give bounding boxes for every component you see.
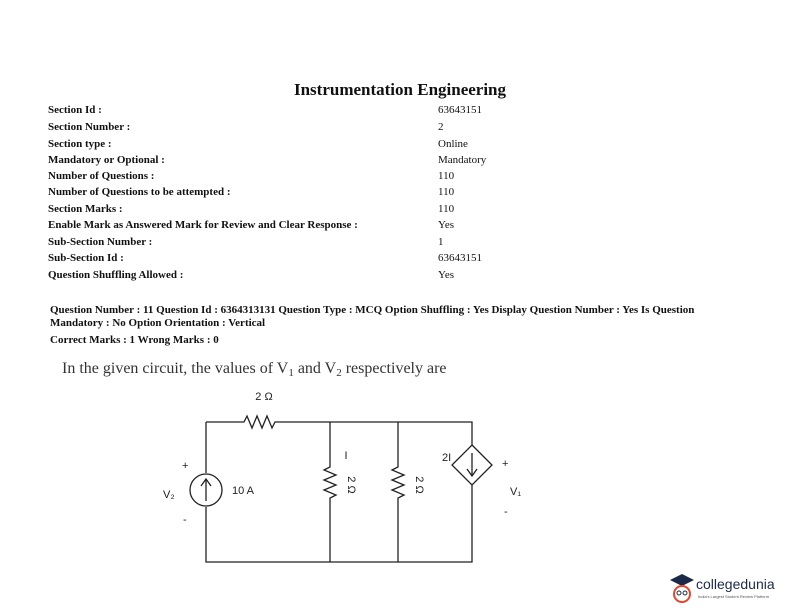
v2-minus: - <box>183 514 187 526</box>
page-title: Instrumentation Engineering <box>293 80 507 99</box>
section-detail-row <box>48 154 748 170</box>
section-detail-label: Number of Questions : <box>48 170 155 182</box>
section-detail-value: 110 <box>438 170 455 182</box>
logo-tagline: India's Largest Student Review Platform <box>698 594 770 599</box>
v1-plus: + <box>502 458 509 470</box>
section-detail-value: Yes <box>438 269 455 281</box>
v1-label: V₁ <box>510 486 522 498</box>
section-detail-label: Section Id : <box>48 104 102 116</box>
current-source-label: 10 A <box>232 485 255 497</box>
section-detail-value: 2 <box>438 121 444 133</box>
section-detail-label: Number of Questions to be attempted : <box>48 186 231 198</box>
section-detail-row <box>48 252 748 268</box>
section-detail-value: Online <box>438 138 468 150</box>
brand-logo <box>668 572 788 606</box>
v2-label: V₂ <box>163 489 175 501</box>
section-detail-row <box>48 138 748 154</box>
dependent-source-label: 2I <box>442 452 452 464</box>
graduate-icon <box>668 572 696 606</box>
section-detail-value: 63643151 <box>438 104 482 116</box>
section-detail-label: Mandatory or Optional : <box>48 154 165 166</box>
section-detail-row <box>48 236 748 252</box>
subscript: 2 <box>336 367 342 379</box>
section-detail-row <box>48 203 748 219</box>
shunt-resistor-2-label: 2 Ω <box>413 476 425 494</box>
question-text-part: respectively are <box>341 360 447 377</box>
question-marks: Correct Marks : 1 Wrong Marks : 0 <box>50 334 219 346</box>
v2-plus: + <box>182 460 189 472</box>
section-detail-value: 110 <box>438 186 455 198</box>
section-detail-row <box>48 186 748 202</box>
section-detail-label: Sub-Section Number : <box>48 236 153 248</box>
question-info: Question Number : 11 Question Id : 6364313131 Question Type : MCQ Option Shuffling : Yes Display Question Number : Yes Is Question Mandatory : No Option Orientation : Vertical <box>50 304 695 329</box>
series-resistor-label: 2 Ω <box>255 391 273 403</box>
v1-minus: - <box>504 506 508 518</box>
section-detail-row <box>48 219 748 235</box>
question-text-part: and V <box>293 360 337 377</box>
section-detail-row <box>48 121 748 137</box>
section-detail-row <box>48 104 748 120</box>
current-label: I <box>344 450 348 462</box>
circuit-diagram <box>160 385 540 570</box>
section-detail-row <box>48 170 748 186</box>
section-detail-label: Section type : <box>48 138 112 150</box>
section-detail-label: Enable Mark as Answered Mark for Review and Clear Response : <box>48 219 358 231</box>
section-detail-label: Section Marks : <box>48 203 123 215</box>
section-detail-label: Sub-Section Id : <box>48 252 124 264</box>
section-detail-value: 110 <box>438 203 455 215</box>
section-detail-value: 63643151 <box>438 252 482 264</box>
subscript: 1 <box>288 367 294 379</box>
logo-text: collegedunia <box>696 576 775 592</box>
section-detail-label: Question Shuffling Allowed : <box>48 269 184 281</box>
question-text-part: In the given circuit, the values of V <box>62 360 289 377</box>
section-detail-value: 1 <box>438 236 444 248</box>
question-text <box>62 360 447 379</box>
section-detail-row <box>48 269 748 285</box>
section-detail-value: Yes <box>438 219 455 231</box>
section-detail-value: Mandatory <box>438 154 487 166</box>
section-detail-label: Section Number : <box>48 121 131 133</box>
shunt-resistor-1-label: 2 Ω <box>345 476 357 494</box>
